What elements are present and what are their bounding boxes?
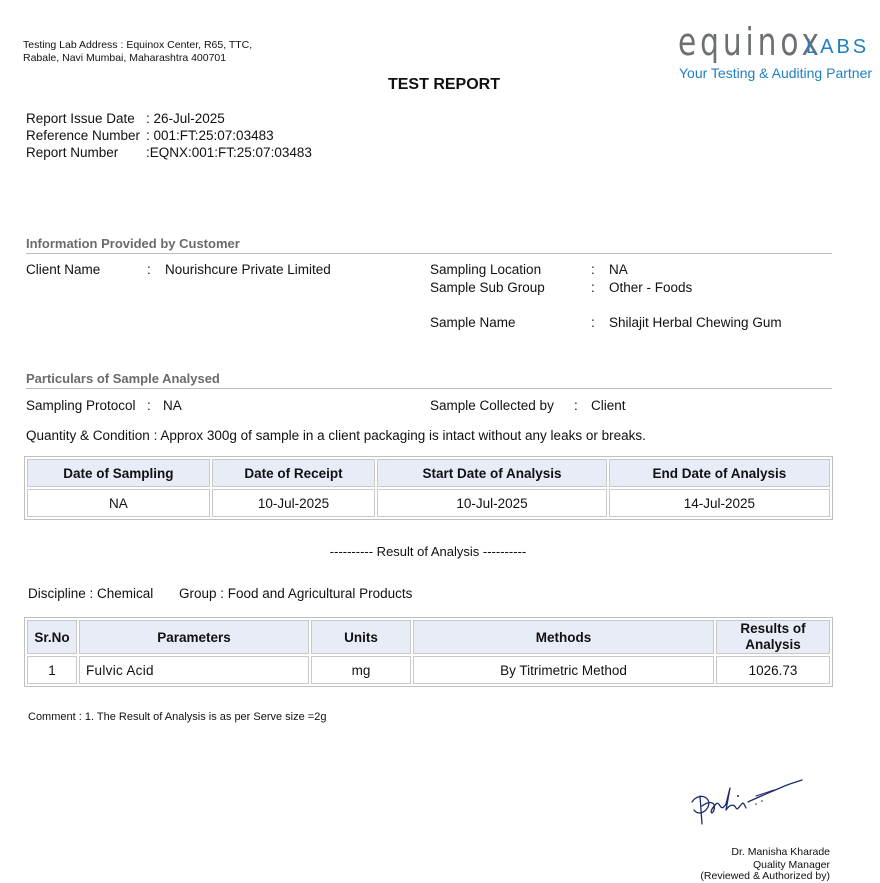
company-logo-labs: LABS [806,36,870,58]
dates-table [24,456,833,520]
results-table [24,617,833,687]
collected-by-sep: : [574,398,578,413]
signatory-designation: Quality Manager [752,859,830,871]
reference-number-label: Reference Number [26,128,141,143]
client-name-label: Client Name [26,262,101,277]
result-value: 1026.73 [716,656,830,684]
signatory-role: (Reviewed & Authorized by) [700,870,830,882]
sample-name-value: Shilajit Herbal Chewing Gum [609,315,782,330]
sample-name-sep: : [591,315,595,330]
result-sr-no: 1 [27,656,77,684]
collected-by-value: Client [591,398,626,413]
header-results-of-analysis: Results of Analysis [716,620,830,654]
issue-date-label: Report Issue Date [26,111,135,126]
header-units: Units [311,620,411,654]
sampling-location-sep: : [591,262,595,277]
header-date-of-receipt: Date of Receipt [212,459,375,487]
group: Group : Food and Agricultural Products [179,586,413,601]
result-unit: mg [311,656,411,684]
sample-sub-group-label: Sample Sub Group [430,280,545,295]
value-date-of-receipt: 10-Jul-2025 [212,489,375,517]
sampling-protocol-label: Sampling Protocol [26,398,136,413]
header-sr-no: Sr.No [27,620,77,654]
header-start-date-of-analysis: Start Date of Analysis [377,459,607,487]
collected-by-label: Sample Collected by [430,398,554,413]
dates-header-row [27,459,830,487]
sampling-protocol-value: NA [163,398,182,413]
header-date-of-sampling: Date of Sampling [27,459,210,487]
sample-name-label: Sample Name [430,315,516,330]
header-methods: Methods [413,620,714,654]
sample-sub-group-sep: : [591,280,595,295]
report-number-label: Report Number [26,145,119,160]
table-row [27,656,830,684]
value-date-of-sampling: NA [27,489,210,517]
sampling-location-value: NA [609,262,628,277]
company-tagline: Your Testing & Auditing Partner [679,65,873,81]
quantity-condition: Quantity & Condition : Approx 300g of sample in a client packaging is intact without any leaks or breaks. [26,428,646,443]
discipline: Discipline : Chemical [28,586,154,601]
client-name-value: Nourishcure Private Limited [165,262,331,277]
dates-value-row [27,489,830,517]
results-header-row [27,620,830,654]
report-number-value: :EQNX:001:FT:25:07:03483 [146,145,312,160]
sampling-location-label: Sampling Location [430,262,542,277]
signatory-name: Dr. Manisha Kharade [731,846,830,858]
issue-date-value: : 26-Jul-2025 [146,111,225,126]
signature-image [686,774,812,832]
reference-number-value: : 001:FT:25:07:03483 [146,128,274,143]
header-end-date-of-analysis: End Date of Analysis [609,459,830,487]
value-end-date-of-analysis: 14-Jul-2025 [609,489,830,517]
sampling-protocol-sep: : [147,398,151,413]
result-of-analysis-heading: ---------- Result of Analysis ---------- [329,544,527,559]
result-method: By Titrimetric Method [413,656,714,684]
header-parameters: Parameters [79,620,309,654]
customer-info-heading: Information Provided by Customer [26,236,832,254]
sample-particulars-heading: Particulars of Sample Analysed [26,371,832,389]
client-name-sep: : [147,262,151,277]
lab-address: Testing Lab Address : Equinox Center, R65, TTC, Rabale, Navi Mumbai, Maharashtra 400701 [23,39,253,64]
report-meta [26,110,312,161]
result-parameter: Fulvic Acid [79,656,309,684]
company-logo-wordmark: equinox [678,20,823,64]
comment: Comment : 1. The Result of Analysis is as per Serve size =2g [28,711,327,723]
sample-sub-group-value: Other - Foods [609,280,693,295]
page-title: TEST REPORT [387,76,500,93]
value-start-date-of-analysis: 10-Jul-2025 [377,489,607,517]
